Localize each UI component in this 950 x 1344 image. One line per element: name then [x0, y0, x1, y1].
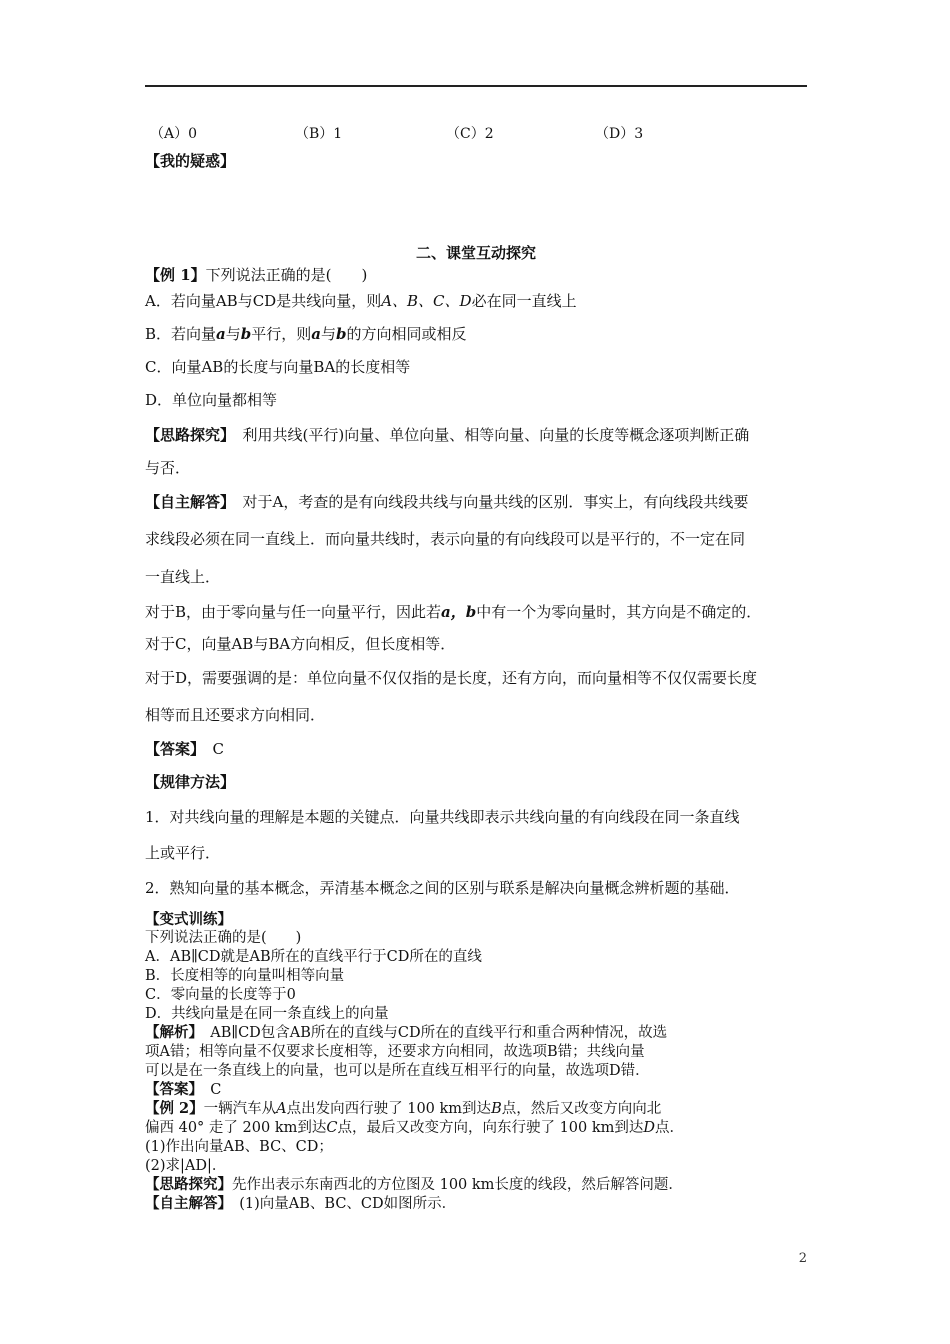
solve-tag: 【自主解答】 [145, 1195, 225, 1212]
variant-question: 下列说法正确的是( ) [145, 930, 302, 946]
ex2-q2: (2)求|AD|． [145, 1158, 227, 1174]
ex1-idea-line2: 与否． [145, 459, 191, 477]
ex1-option-b [145, 323, 467, 344]
answer-tag: 【答案】 [145, 740, 198, 758]
ex1-option-b-mid: 平行，则 [251, 325, 312, 343]
answer-value: C [195, 1082, 222, 1098]
solve-tag: 【自主解答】 [145, 493, 228, 511]
ex2-text: 点出发向西行驶了 100 km到达 [286, 1101, 492, 1117]
method-line1a: 1．对共线向量的理解是本题的关键点．向量共线即表示共线向量的有向线段在同一条直线 [145, 808, 740, 826]
ex1-solve-line5: 对于C，向量AB与BA方向相反，但长度相等． [145, 635, 456, 653]
variant-option-a: A．AB∥CD就是AB所在的直线平行于CD所在的直线 [145, 949, 482, 965]
vectors-ab: a，b [441, 603, 477, 621]
idea-text: 利用共线(平行)向量、单位向量、相等向量、向量的长度等概念逐项判断正确 [227, 426, 750, 444]
ex1-solve-line1 [145, 491, 748, 512]
ex2-solve [145, 1192, 456, 1213]
ex1-tag: 【例 1】 [145, 266, 206, 284]
ex2-text: 点，最后又改变方向，向东行驶了 100 km到达 [337, 1120, 644, 1136]
vector-b: b [336, 325, 347, 343]
variant-analysis-line3: 可以是在一条直线上的向量，也可以是所在直线互相平行的向量，故选项D错． [145, 1063, 650, 1079]
ex1-option-a-tail: 必在同一直线上 [471, 292, 577, 310]
choice-b: （B）1 [295, 126, 343, 142]
variant-analysis-line2: 项A错；相等向量不仅要求长度相等，还要求方向相同，故选项B错；共线向量 [145, 1044, 645, 1060]
choice-c: （C）2 [446, 126, 494, 142]
ex1-option-a-vars: A、B、C、D [381, 292, 472, 310]
idea-text: 先作出表示东南西北的方位图及 100 km长度的线段，然后解答问题． [232, 1177, 683, 1193]
point-b: B [491, 1101, 502, 1117]
ex2-text: 一辆汽车从 [203, 1101, 277, 1117]
solve-b-text: 对于B，由于零向量与任一向量平行，因此若 [145, 603, 442, 621]
variant-heading: 【变式训练】 [145, 911, 232, 928]
ex1-option-a [145, 290, 577, 311]
choice-a: （A）0 [150, 126, 198, 142]
ex2-tag: 【例 2】 [145, 1100, 204, 1117]
ex1-solve-line4 [145, 601, 761, 622]
ex1-question-text: 下列说法正确的是( ) [205, 266, 368, 284]
solve-text: (1)向量AB、BC、CD如图所示． [224, 1196, 457, 1212]
my-doubts-heading: 【我的疑惑】 [145, 152, 236, 170]
analysis-tag: 【解析】 [145, 1024, 196, 1041]
ex1-question [145, 264, 367, 285]
ex2-text: 偏西 40° 走了 200 km到达 [145, 1120, 327, 1136]
solve-text: 对于A，考查的是有向线段共线与向量共线的区别．事实上，有向线段共线要 [227, 493, 749, 511]
variant-analysis-line1 [145, 1021, 667, 1042]
ex1-option-d: D．单位向量都相等 [145, 391, 278, 409]
method-line1b: 上或平行． [145, 844, 221, 862]
header-rule [145, 85, 807, 87]
ex2-line2 [145, 1116, 684, 1137]
ex1-option-a-text: A．若向量AB与CD是共线向量，则 [145, 292, 382, 310]
ex1-solve-line7: 相等而且还要求方向相同． [145, 706, 326, 724]
variant-answer [145, 1078, 221, 1099]
ex1-option-b-and: 与 [225, 325, 241, 343]
ex1-solve-line3: 一直线上． [145, 568, 221, 586]
ex1-solve-line2: 求线段必须在同一直线上．而向量共线时，表示向量的有向线段可以是平行的，不一定在同 [145, 530, 746, 548]
solve-b-tail: 中有一个为零向量时，其方向是不确定的． [476, 603, 762, 621]
section-title: 二、课堂互动探究 [415, 244, 536, 262]
variant-option-c: C．零向量的长度等于0 [145, 987, 296, 1003]
answer-tag: 【答案】 [145, 1081, 196, 1098]
method-line2: 2．熟知向量的基本概念，弄清基本概念之间的区别与联系是解决向量概念辨析题的基础． [145, 879, 740, 897]
ex1-solve-line6: 对于D，需要强调的是：单位向量不仅仅指的是长度，还有方向，而向量相等不仅仅需要长度 [145, 669, 758, 687]
idea-tag: 【思路探究】 [145, 426, 228, 444]
page-number: 2 [798, 1251, 807, 1266]
ex2-q1: (1)作出向量AB、BC、CD； [145, 1139, 333, 1155]
point-d: D [643, 1120, 656, 1136]
ex2-line1 [145, 1097, 661, 1118]
point-c: C [326, 1120, 338, 1136]
answer-value: C [197, 740, 224, 758]
ex2-text: 点． [655, 1120, 685, 1136]
ex1-idea-line1 [145, 424, 749, 445]
ex2-idea [145, 1173, 683, 1194]
ex1-option-b-tail: 的方向相同或相反 [346, 325, 467, 343]
point-a: A [276, 1101, 287, 1117]
variant-option-d: D．共线向量是在同一条直线上的向量 [145, 1006, 389, 1022]
vector-a: a [216, 325, 226, 343]
ex1-option-c: C．向量AB的长度与向量BA的长度相等 [145, 358, 411, 376]
ex1-option-b-text: B．若向量 [145, 325, 217, 343]
ex2-text: 点，然后又改变方向向北 [501, 1101, 662, 1117]
ex1-answer [145, 738, 224, 759]
vector-b: b [240, 325, 252, 343]
analysis-text: AB∥CD包含AB所在的直线与CD所在的直线平行和重合两种情况，故选 [195, 1025, 668, 1041]
idea-tag: 【思路探究】 [145, 1176, 232, 1193]
choice-d: （D）3 [595, 126, 644, 142]
method-heading: 【规律方法】 [145, 773, 236, 791]
variant-option-b: B．长度相等的向量叫相等向量 [145, 968, 345, 984]
ex1-option-b-and2: 与 [321, 325, 337, 343]
vector-a: a [311, 325, 322, 343]
